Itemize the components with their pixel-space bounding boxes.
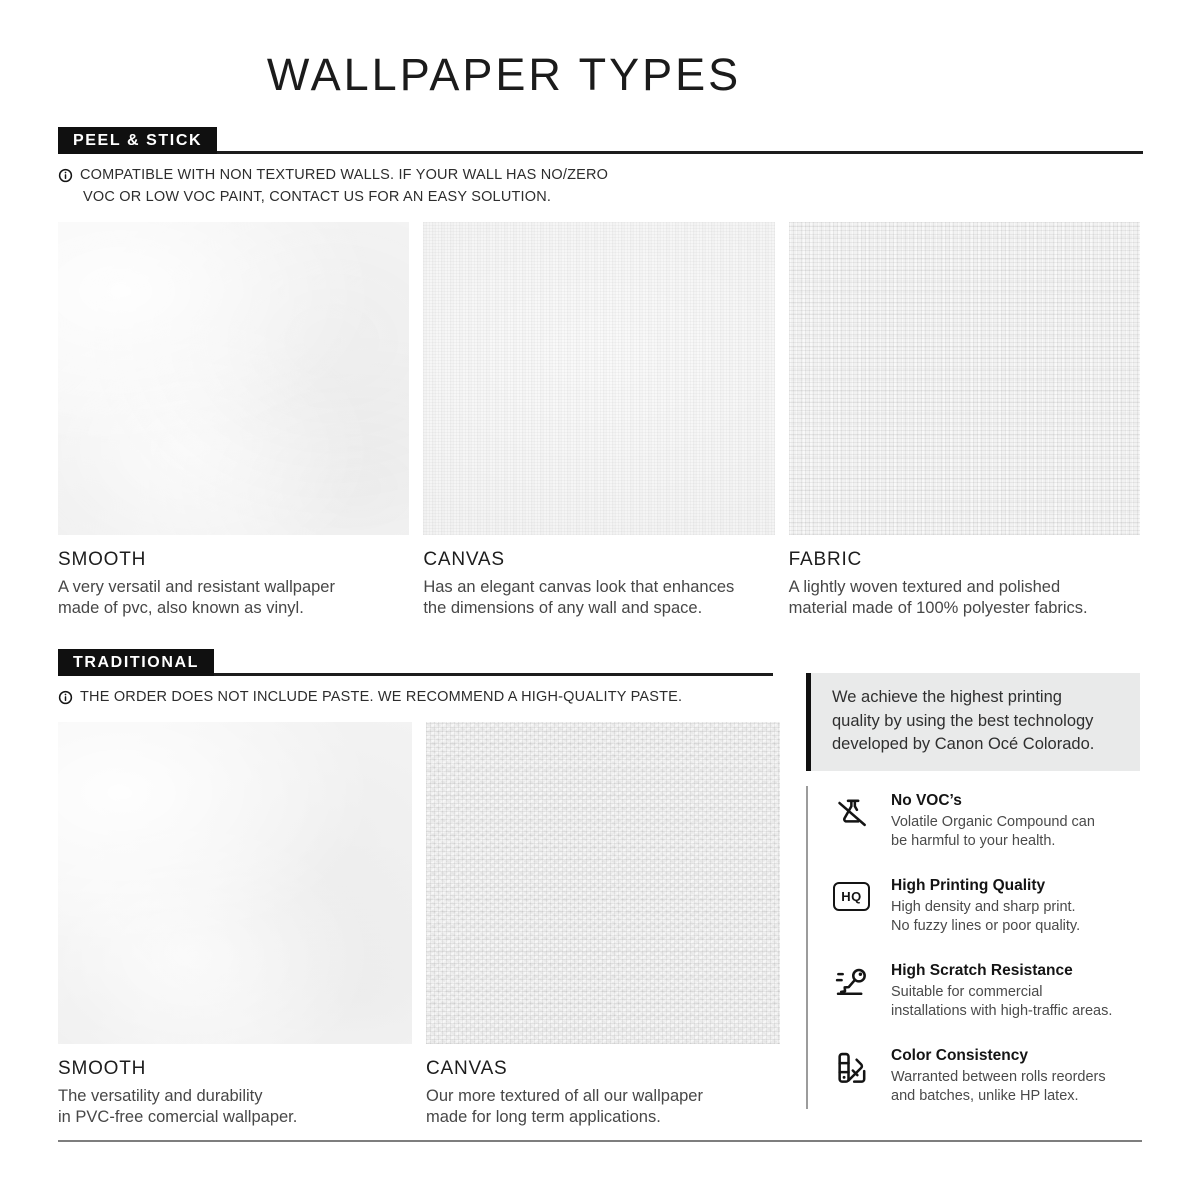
feature-scratch-resistance [833, 962, 1140, 1022]
desc-line: material made of 100% polyester fabrics. [788, 599, 1088, 618]
traditional-section-label: TRADITIONAL [58, 649, 214, 676]
feature-text [891, 792, 1095, 852]
desc-line: Volatile Organic Compound can [891, 813, 1095, 830]
feature-title: High Printing Quality [891, 876, 1046, 894]
feature-list [806, 786, 1140, 1109]
info-icon [58, 168, 73, 183]
swatch-title: FABRIC [788, 549, 863, 570]
feature-text [891, 962, 1112, 1022]
swatch-title: CANVAS [423, 549, 505, 570]
feature-no-voc [833, 792, 1140, 852]
feature-text [891, 877, 1080, 937]
desc-line: installations with high-traffic areas. [891, 1003, 1113, 1019]
bottom-divider [58, 1140, 1142, 1142]
desc-line: and batches, unlike HP latex. [891, 1088, 1079, 1104]
callout-line: developed by Canon Océ Colorado. [832, 735, 1095, 753]
peel-stick-section-rule [58, 127, 1143, 154]
traditional-note [58, 687, 682, 709]
feature-description [891, 983, 1112, 1022]
feature-color-consistency [833, 1047, 1140, 1107]
traditional-section-rule [58, 649, 773, 676]
desc-line: Warranted between rolls reorders [891, 1068, 1106, 1085]
canvas-texture-sample [426, 722, 780, 1044]
peel-stick-section-label: PEEL & STICK [58, 127, 217, 154]
swatch-smooth [58, 222, 409, 620]
swatch-smooth [58, 722, 412, 1129]
desc-line: made of pvc, also known as vinyl. [58, 599, 304, 618]
desc-line: No fuzzy lines or poor quality. [891, 918, 1081, 934]
printing-info-aside [806, 673, 1140, 1109]
hq-badge: HQ [833, 882, 870, 911]
desc-line: A very versatil and resistant wallpaper [58, 578, 335, 596]
feature-high-printing-quality [833, 877, 1140, 937]
swatch-title: SMOOTH [58, 1058, 147, 1079]
info-icon [58, 690, 73, 705]
feature-title: Color Consistency [891, 1046, 1028, 1064]
desc-line: in PVC-free comercial wallpaper. [58, 1108, 298, 1127]
peel-stick-note [58, 165, 608, 209]
peel-stick-swatch-row [58, 222, 1140, 620]
feature-description [891, 813, 1095, 852]
callout-line: quality by using the best technology [832, 711, 1094, 730]
callout-line: We achieve the highest printing [832, 688, 1062, 706]
smooth-texture-sample [58, 222, 409, 535]
note-line: VOC OR LOW VOC PAINT, CONTACT US FOR AN EASY SOLUTION. [83, 188, 552, 205]
peel-stick-note-text [80, 165, 608, 209]
feature-title: High Scratch Resistance [891, 961, 1073, 979]
desc-line: Has an elegant canvas look that enhances [423, 578, 735, 596]
desc-line: A lightly woven textured and polished [788, 578, 1061, 596]
swatch-description [789, 577, 1140, 620]
desc-line: the dimensions of any wall and space. [423, 599, 703, 618]
swatch-description [423, 577, 774, 620]
fabric-texture-sample [789, 222, 1140, 535]
swatch-description [426, 1086, 780, 1129]
desc-line: The versatility and durability [58, 1087, 263, 1105]
feature-description [891, 898, 1080, 937]
color-consistency-icon [833, 1047, 873, 1107]
swatch-description [58, 1086, 412, 1129]
no-voc-icon [833, 792, 873, 852]
traditional-note-text [80, 687, 682, 709]
desc-line: made for long term applications. [426, 1108, 661, 1127]
swatch-canvas [426, 722, 780, 1129]
swatch-description [58, 577, 409, 620]
note-line: THE ORDER DOES NOT INCLUDE PASTE. WE RECOMMEND A HIGH-QUALITY PASTE. [80, 689, 683, 705]
smooth-texture-sample [58, 722, 412, 1044]
feature-title: No VOC’s [891, 791, 962, 809]
swatch-title: SMOOTH [58, 549, 147, 570]
canvas-texture-sample [423, 222, 774, 535]
swatch-title: CANVAS [426, 1058, 508, 1079]
desc-line: Our more textured of all our wallpaper [426, 1087, 703, 1105]
swatch-fabric [789, 222, 1140, 620]
swatch-canvas [423, 222, 774, 620]
feature-text [891, 1047, 1106, 1107]
feature-description [891, 1068, 1106, 1107]
high-printing-quality-icon [833, 877, 873, 937]
traditional-swatch-row [58, 722, 780, 1129]
desc-line: Suitable for commercial [891, 983, 1043, 1000]
scratch-resistance-icon [833, 962, 873, 1022]
printing-quality-callout [806, 673, 1140, 771]
page-title: WALLPAPER TYPES [266, 49, 742, 100]
desc-line: be harmful to your health. [891, 833, 1056, 849]
desc-line: High density and sharp print. [891, 898, 1076, 915]
note-line: COMPATIBLE WITH NON TEXTURED WALLS. IF YOUR WALL HAS NO/ZERO [80, 167, 609, 183]
